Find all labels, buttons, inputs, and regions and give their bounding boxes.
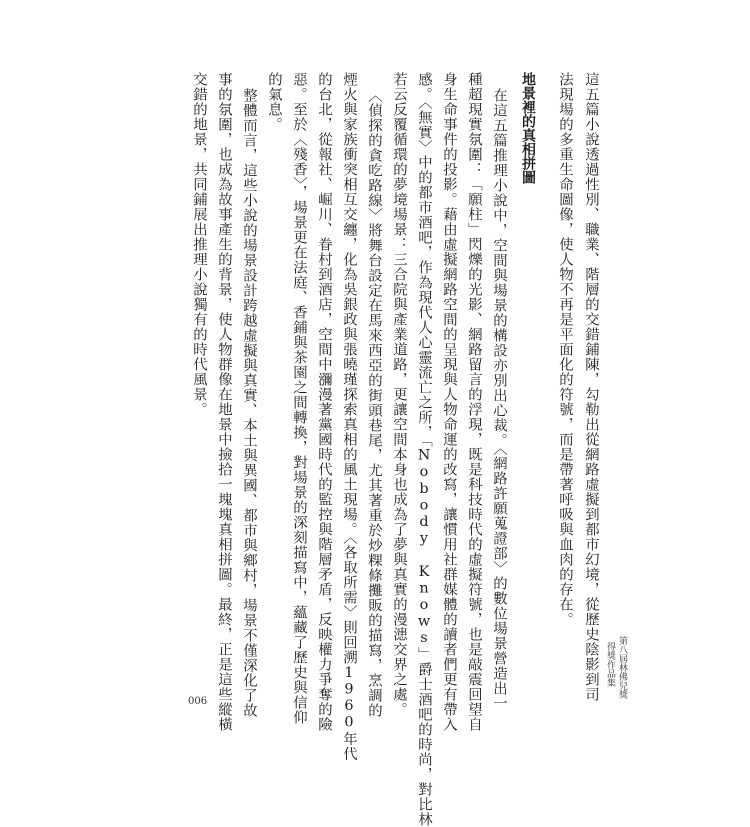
- body-column-11: 整體而言，這些小說的場景設計跨越虛擬與真實、本土與異國、都市與鄉村，場景不僅深化了故: [241, 88, 257, 718]
- body-column-5: 若云反覆循環的夢境場景：三合院與產業道路，更讓空間本身也成為了夢與真實的漫漶交界之處。: [391, 72, 407, 717]
- intro-column-1: 這五篇小說透過性別、職業、階層的交錯鋪陳，勾勒出從網路虛擬到都市幻境，從歷史陰影到司: [583, 72, 599, 702]
- body-column-8: 的台北，從報社、崛川、眷村到酒店，空間中瀰漫著黨國時代的監控與階層矛盾，反映權力爭奪的險: [316, 72, 332, 732]
- body-column-2: 種超現實氛圍：「願柱」閃爍的光影、網路留言的浮現，既是科技時代的虛擬符號，也是敲震回望自: [466, 72, 482, 732]
- running-head-line-2: 得獎作品集: [605, 642, 615, 687]
- body-column-9: 惡。至於〈殘香〉，場景更在法庭、香鋪與茶園之間轉換，對場景的深刻描寫中，蘊藏了歷史與信仰: [291, 72, 307, 725]
- body-column-12: 事的氛圍，也成為故事產生的背景，使人物群像在地景中撿拾一塊塊真相拼圖。最終，正是這些縱橫: [216, 72, 232, 732]
- intro-column-2: 法現場的多重生命圖像，使人物不再是平面化的符號，而是帶著呼吸與血肉的存在。: [557, 72, 573, 627]
- body-column-7: 煙火與家族衝突相互交纏，化為吳銀政與張曉瑾探索真相的風土現場。〈各取所需〉則回溯1960年代: [341, 72, 357, 762]
- running-head-line-1: 第八屆林佛兒獎: [617, 636, 627, 699]
- body-column-4: 感。〈無實〉中的都市酒吧，作為現代人心靈流亡之所，「Nobody Knows」爵士酒吧的時尚，對比林: [416, 72, 432, 827]
- body-column-1: 在這五篇推理小說中，空間與場景的構設亦別出心裁。〈網路許願蒐證部〉的數位場景營造出一: [491, 88, 507, 711]
- body-column-3: 身生命事件的投影。藉由虛擬網路空間的呈現與人物命運的改寫，讓慣用社群媒體的讀者們更有帶入: [441, 72, 457, 732]
- page-number: 006: [188, 696, 208, 707]
- body-column-13: 交錯的地景，共同鋪展出推理小說獨有的時代風景。: [191, 72, 207, 417]
- section-heading: 地景裡的真相拼圖: [520, 72, 536, 184]
- body-column-6: 〈偵探的貪吃路線〉將舞台設定在馬來西亞的街頭巷尾，尤其著重於炒粿條攤販的描寫，烹調的: [366, 88, 382, 718]
- body-column-10: 的氣息。: [266, 72, 282, 132]
